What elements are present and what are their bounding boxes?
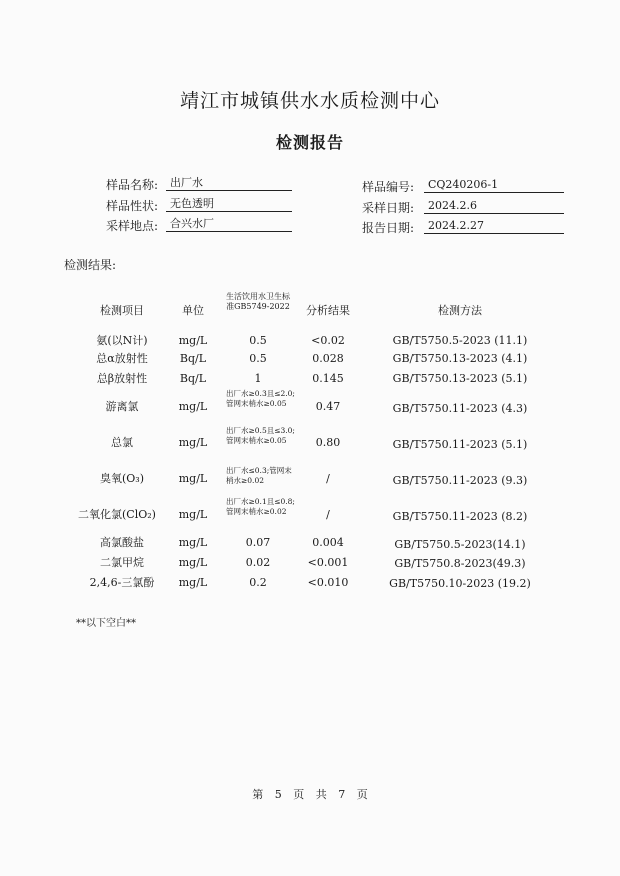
results-label: 检测结果: [64, 258, 117, 272]
sample-no-label: 样品编号: [361, 180, 414, 194]
row-5-standard: 出厂水≤0.3;管网末梢水≥0.02 [226, 466, 292, 485]
page-number: 5 [274, 788, 282, 801]
row-9-standard: 0.2 [249, 576, 267, 589]
row-4-method: GB/T5750.11-2023 (5.1) [392, 438, 528, 451]
row-5-item: 臭氧(O₃) [99, 472, 144, 485]
row-1-standard: 0.5 [249, 352, 267, 365]
row-7-item: 高氯酸盐 [100, 536, 144, 549]
row-3-method: GB/T5750.11-2023 (4.3) [392, 402, 528, 415]
page-unit: 页 [293, 788, 305, 801]
sample-state-value: 无色透明 [166, 197, 292, 212]
row-4-item: 总氯 [111, 436, 133, 449]
sampling-place-value: 合兴水厂 [166, 217, 292, 232]
row-2-result: 0.145 [312, 372, 344, 385]
row-0-unit: mg/L [178, 334, 208, 347]
row-6-result: / [326, 508, 330, 521]
row-4-standard: 出厂水≥0.5且≤3.0;管网末梢水≥0.05 [226, 426, 295, 445]
row-5-method: GB/T5750.11-2023 (9.3) [392, 474, 528, 487]
row-8-unit: mg/L [178, 556, 208, 569]
row-6-standard: 出厂水≥0.1且≤0.8;管网末梢水≥0.02 [226, 497, 295, 516]
row-0-method: GB/T5750.5-2023 (11.1) [392, 334, 528, 347]
row-1-item: 总α放射性 [96, 352, 148, 365]
report-title: 检测报告 [275, 133, 344, 152]
header-standard: 生活饮用水卫生标准GB5749-2022 [226, 292, 290, 311]
total-pages: 7 [338, 788, 346, 801]
row-6-method: GB/T5750.11-2023 (8.2) [392, 510, 528, 523]
row-2-unit: Bq/L [179, 372, 207, 385]
end-note: **以下空白** [76, 618, 136, 629]
row-7-unit: mg/L [178, 536, 208, 549]
org-title: 靖江市城镇供水水质检测中心 [179, 90, 440, 112]
row-1-method: GB/T5750.13-2023 (4.1) [392, 352, 528, 365]
row-9-unit: mg/L [178, 576, 208, 589]
row-9-result: <0.010 [307, 576, 349, 589]
header-item: 检测项目 [100, 304, 144, 317]
sample-state-label: 样品性状: [105, 199, 158, 213]
sampling-place-label: 采样地点: [105, 219, 158, 233]
row-6-item: 二氧化氯(ClO₂) [78, 508, 156, 521]
row-6-unit: mg/L [178, 508, 208, 521]
row-4-unit: mg/L [178, 436, 208, 449]
row-9-method: GB/T5750.10-2023 (19.2) [389, 577, 531, 590]
total-word: 共 [315, 788, 327, 801]
row-0-result: <0.02 [311, 334, 345, 347]
sampling-date-label: 采样日期: [361, 201, 414, 215]
header-method: 检测方法 [438, 304, 482, 317]
total-unit: 页 [356, 788, 368, 801]
row-4-result: 0.80 [315, 436, 341, 449]
row-8-standard: 0.02 [245, 556, 271, 569]
header-result: 分析结果 [306, 304, 350, 317]
row-5-unit: mg/L [178, 472, 208, 485]
sample-name-label: 样品名称: [105, 178, 158, 192]
row-3-standard: 出厂水≥0.3且≤2.0;管网末梢水≥0.05 [226, 389, 295, 408]
row-1-unit: Bq/L [179, 352, 207, 365]
row-0-item: 氨(以N计) [96, 334, 148, 347]
row-9-item: 2,4,6-三氯酚 [89, 576, 155, 589]
page-footer [0, 786, 620, 802]
row-2-item: 总β放射性 [96, 372, 148, 385]
sampling-date-value: 2024.2.6 [424, 199, 564, 214]
row-5-result: / [326, 472, 330, 485]
row-8-method: GB/T5750.8-2023(49.3) [394, 557, 526, 570]
row-7-method: GB/T5750.5-2023(14.1) [394, 538, 526, 551]
sample-name-value: 出厂水 [166, 176, 292, 191]
row-3-result: 0.47 [315, 400, 341, 413]
row-0-standard: 0.5 [249, 334, 267, 347]
report-date-label: 报告日期: [361, 221, 414, 235]
report-date-value: 2024.2.27 [424, 219, 564, 234]
header-unit: 单位 [182, 304, 204, 317]
row-2-standard: 1 [254, 372, 262, 385]
row-7-standard: 0.07 [245, 536, 271, 549]
row-3-item: 游离氯 [105, 400, 139, 413]
row-2-method: GB/T5750.13-2023 (5.1) [392, 372, 528, 385]
row-8-result: <0.001 [307, 556, 349, 569]
row-7-result: 0.004 [312, 536, 344, 549]
sample-no-value: CQ240206-1 [424, 178, 564, 193]
page-word: 第 [252, 788, 264, 801]
row-1-result: 0.028 [312, 352, 344, 365]
row-8-item: 二氯甲烷 [100, 556, 144, 569]
row-3-unit: mg/L [178, 400, 208, 413]
